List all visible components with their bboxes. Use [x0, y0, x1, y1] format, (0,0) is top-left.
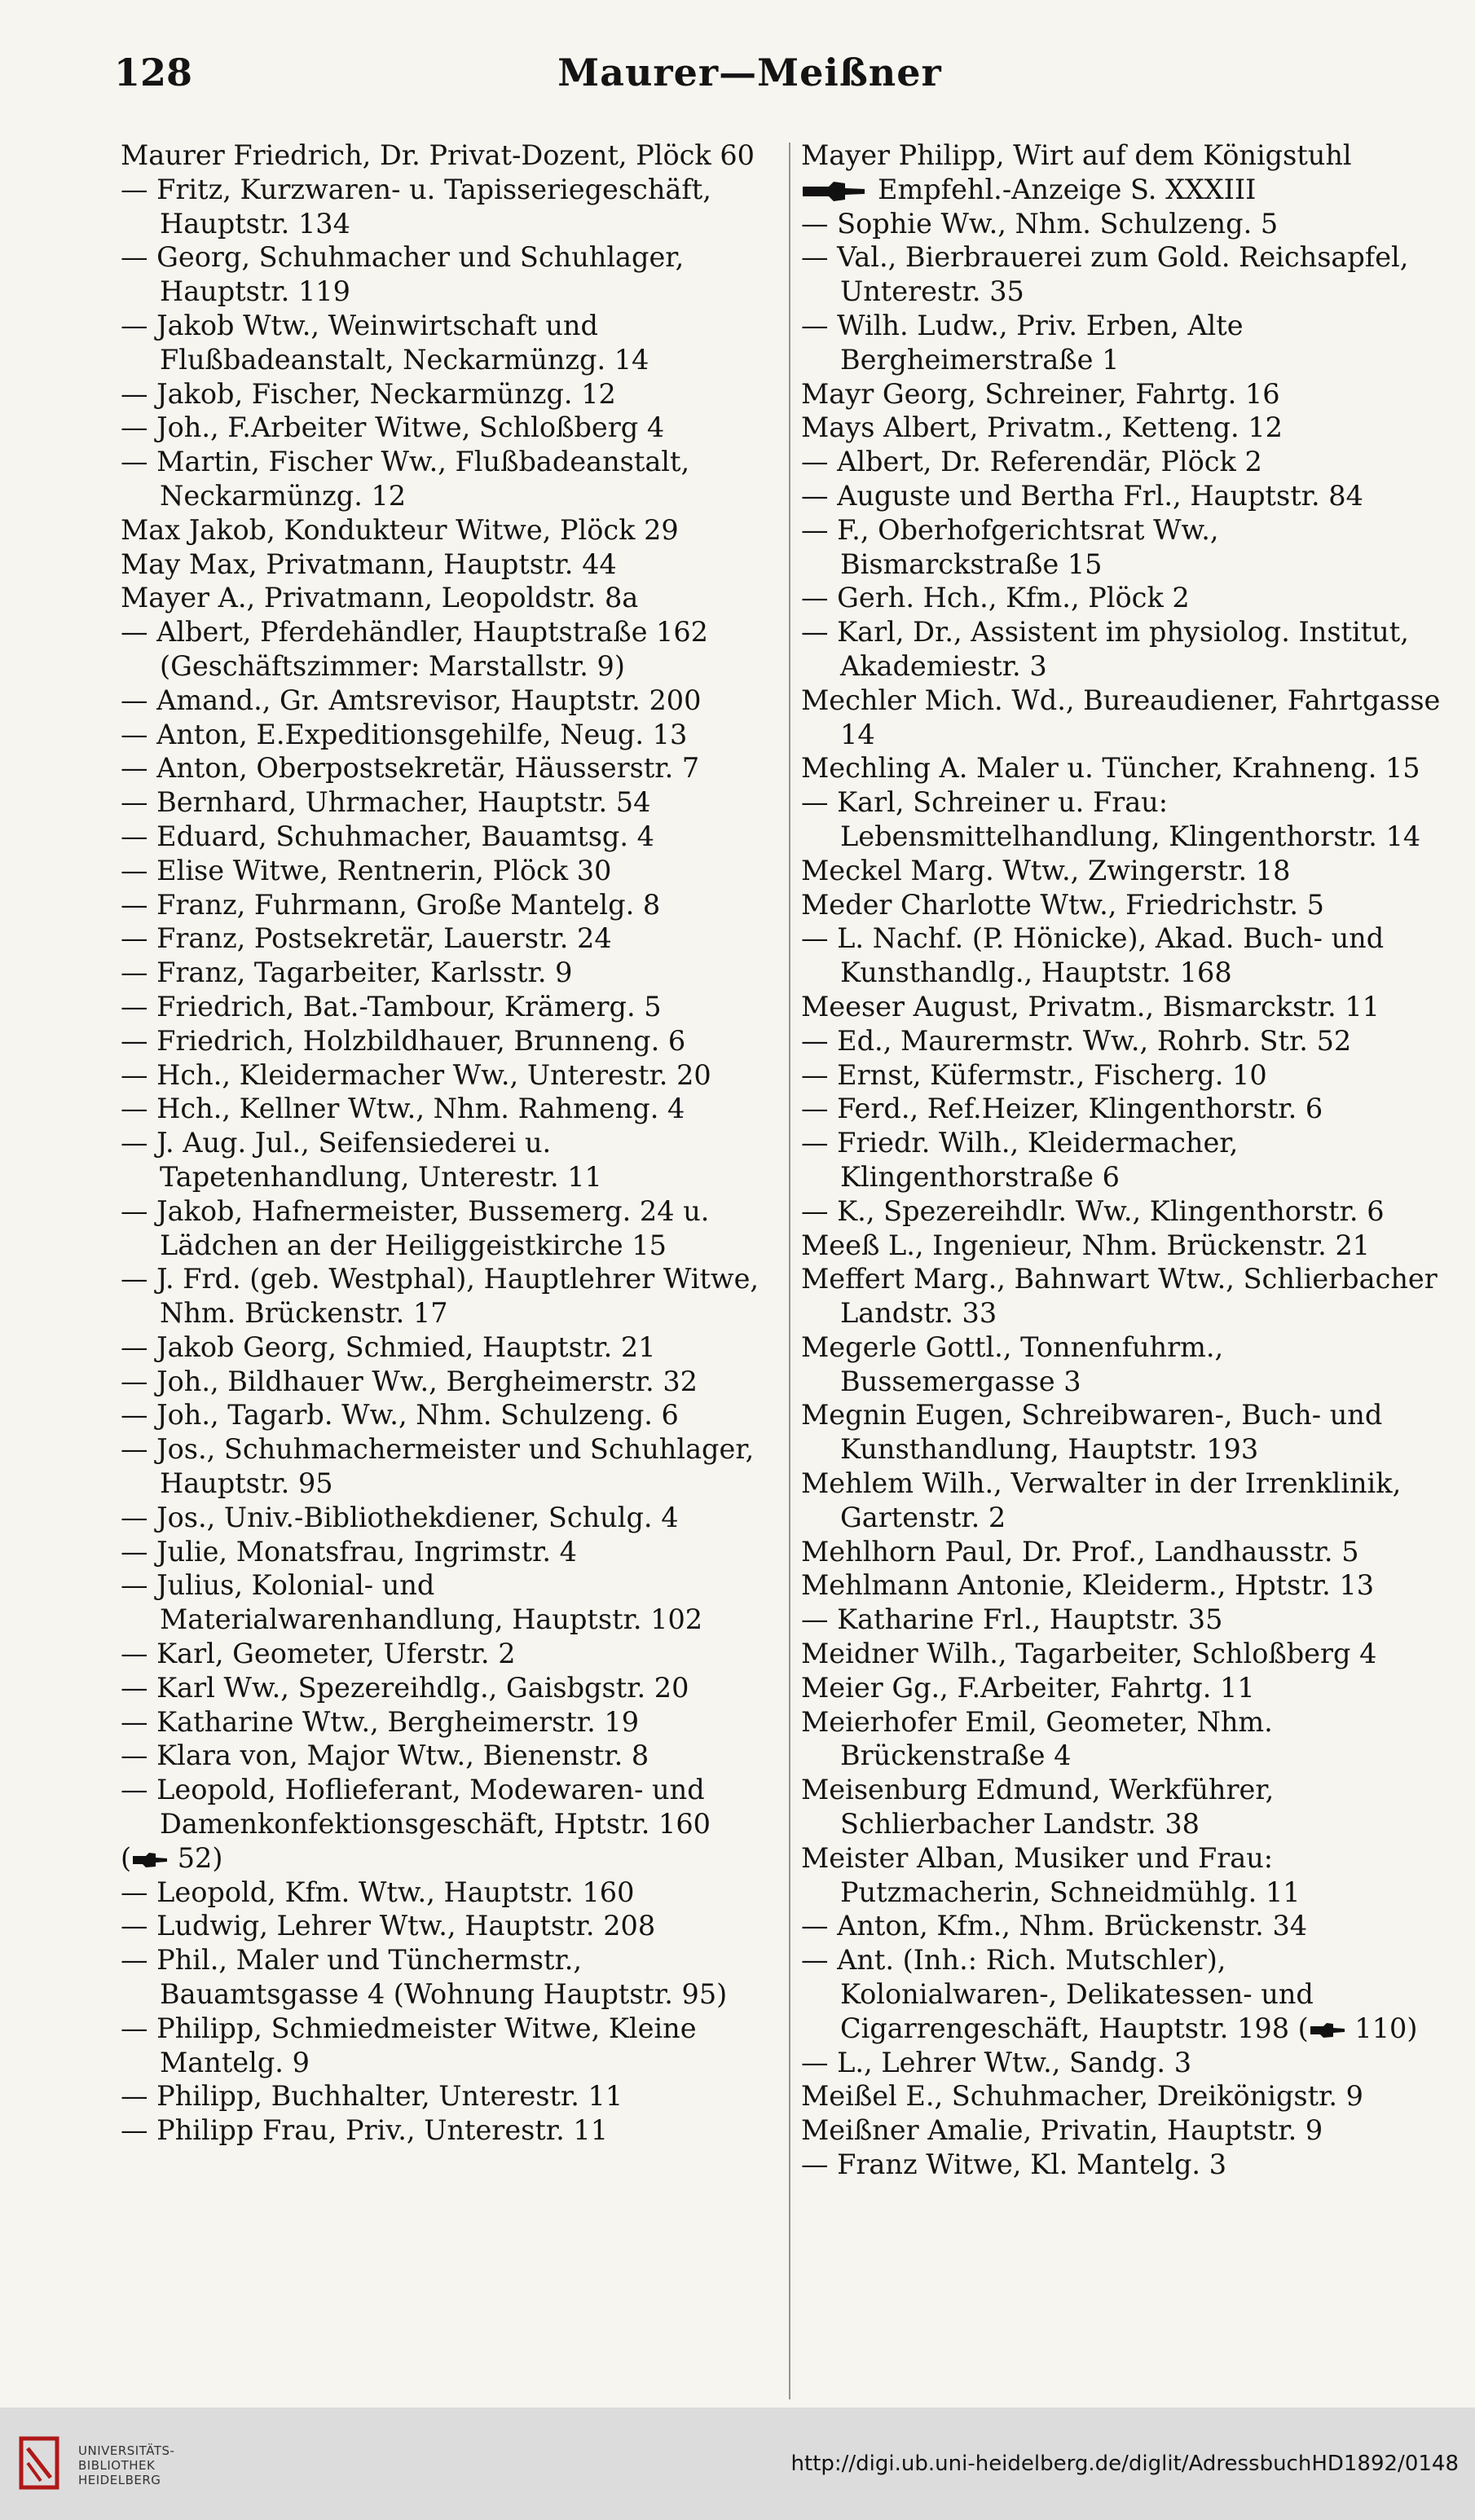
directory-entry: — Joh., Tagarb. Ww., Nhm. Schulzeng. 6: [121, 1399, 679, 1432]
directory-entry: — L., Lehrer Wtw., Sandg. 3: [801, 2046, 1192, 2078]
directory-entry-phone: [121, 1841, 764, 1876]
directory-entry: — Leopold, Kfm. Wtw., Hauptstr. 160: [121, 1876, 635, 1908]
directory-entry: — Martin, Fischer Ww., Flußbadeanstalt, Neckarmünzg. 12: [121, 446, 690, 512]
directory-entry: — Friedrich, Bat.-Tambour, Krämerg. 5: [121, 990, 662, 1023]
directory-entry: — Elise Witwe, Rentnerin, Plöck 30: [121, 854, 612, 886]
directory-entry: Mayr Georg, Schreiner, Fahrtg. 16: [801, 377, 1280, 410]
directory-entry: — Anton, E.Expeditionsgehilfe, Neug. 13: [121, 718, 688, 750]
directory-entry: — Ed., Maurermstr. Ww., Rohrb. Str. 52: [801, 1024, 1352, 1057]
directory-entry: — K., Spezereihdlr. Ww., Klingenthorstr. 6: [801, 1194, 1385, 1227]
directory-entry: — Hch., Kellner Wtw., Nhm. Rahmeng. 4: [121, 1093, 685, 1125]
directory-entry: Meeser August, Privatm., Bismarckstr. 11: [801, 990, 1380, 1023]
directory-entry-phone: [801, 1943, 1445, 2045]
left-column: [121, 139, 764, 2148]
footer-bar: [0, 2408, 1475, 2520]
phone-number: 110): [1345, 2012, 1418, 2044]
directory-entry: — Albert, Dr. Referendär, Plöck 2: [801, 446, 1262, 478]
right-column: [801, 139, 1445, 2182]
directory-entry: — Eduard, Schuhmacher, Bauamtsg. 4: [121, 820, 654, 852]
directory-entry: — Joh., Bildhauer Ww., Bergheimerstr. 32: [121, 1365, 698, 1397]
directory-entry: — Ernst, Küfermstr., Fischerg. 10: [801, 1058, 1267, 1091]
directory-entry: — Wilh. Ludw., Priv. Erben, Alte Bergheimerstraße 1: [801, 309, 1244, 376]
directory-entry: — Philipp Frau, Priv., Unterestr. 11: [121, 2114, 609, 2147]
directory-entry: Meder Charlotte Wtw., Friedrichstr. 5: [801, 888, 1324, 921]
directory-entry: — Anton, Oberpostsekretär, Häusserstr. 7: [121, 752, 700, 785]
directory-entry: Meidner Wilh., Tagarbeiter, Schloßberg 4: [801, 1638, 1377, 1670]
directory-entry: — Bernhard, Uhrmacher, Hauptstr. 54: [121, 786, 651, 819]
directory-entry: — Val., Bierbrauerei zum Gold. Reichsapfel, Unterestr. 35: [801, 241, 1409, 308]
directory-entry: Meißner Amalie, Privatin, Hauptstr. 9: [801, 2114, 1323, 2147]
directory-entry: — Leopold, Hoflieferant, Modewaren- und Damenkonfektionsgeschäft, Hptstr. 160: [121, 1774, 711, 1841]
directory-entry: — Karl Ww., Spezereihdlg., Gaisbgstr. 20: [121, 1671, 689, 1704]
directory-entry: — Philipp, Schmiedmeister Witwe, Kleine Mantelg. 9: [121, 2012, 697, 2078]
directory-entry: — Klara von, Major Wtw., Bienenstr. 8: [121, 1739, 649, 1772]
university-library-logo: [15, 2430, 64, 2496]
advertisement-text: Empfehl.-Anzeige S. XXXIII: [878, 173, 1257, 205]
directory-entry: — Georg, Schuhmacher und Schuhlager, Hauptstr. 119: [121, 241, 685, 308]
directory-entry: — Joh., F.Arbeiter Witwe, Schloßberg 4: [121, 411, 665, 444]
directory-entry: — Jos., Schuhmachermeister und Schuhlager, Hauptstr. 95: [121, 1433, 755, 1500]
directory-entry: Meeß L., Ingenieur, Nhm. Brückenstr. 21: [801, 1229, 1371, 1261]
directory-entry: Max Jakob, Kondukteur Witwe, Plöck 29: [121, 513, 679, 546]
pointing-hand-icon: [801, 180, 866, 203]
directory-entry: — Jakob Georg, Schmied, Hauptstr. 21: [121, 1330, 656, 1363]
running-head: Maurer—Meißner: [557, 51, 942, 95]
directory-entry: — Katharine Wtw., Bergheimerstr. 19: [121, 1705, 640, 1738]
directory-entry: Meier Gg., F.Arbeiter, Fahrtg. 11: [801, 1671, 1255, 1704]
directory-entry: — Julius, Kolonial- und Materialwarenhandlung, Hauptstr. 102: [121, 1569, 703, 1636]
directory-entry: — Friedrich, Holzbildhauer, Brunneng. 6: [121, 1024, 686, 1057]
source-url[interactable]: http://digi.ub.uni-heidelberg.de/diglit/AdressbuchHD1892/0148: [790, 2452, 1459, 2476]
directory-entry: — Phil., Maler und Tünchermstr., Bauamtsgasse 4 (Wohnung Hauptstr. 95): [121, 1944, 728, 2011]
library-name: UNIVERSITÄTS- BIBLIOTHEK HEIDELBERG: [78, 2443, 175, 2487]
directory-entry: Meckel Marg. Wtw., Zwingerstr. 18: [801, 854, 1291, 886]
directory-entry: Meierhofer Emil, Geometer, Nhm. Brückenstraße 4: [801, 1705, 1273, 1772]
directory-entry: — Katharine Frl., Hauptstr. 35: [801, 1603, 1223, 1636]
directory-entry: — Jakob Wtw., Weinwirtschaft und Flußbadeanstalt, Neckarmünzg. 14: [121, 309, 649, 376]
directory-entry: — Franz, Postsekretär, Lauerstr. 24: [121, 922, 612, 955]
directory-entry: — Hch., Kleidermacher Ww., Unterestr. 20: [121, 1058, 711, 1091]
directory-entry: Meisenburg Edmund, Werkführer, Schlierbacher Landstr. 38: [801, 1774, 1275, 1841]
page-header: [114, 51, 1385, 108]
directory-entry: Mechling A. Maler u. Tüncher, Krahneng. 15: [801, 752, 1420, 785]
advertisement-reference: [801, 173, 1445, 207]
directory-entry: Megnin Eugen, Schreibwaren-, Buch- und Kunsthandlung, Hauptstr. 193: [801, 1399, 1383, 1466]
directory-entry: — J. Aug. Jul., Seifensiederei u. Tapetenhandlung, Unterestr. 11: [121, 1127, 602, 1193]
phone-prefix: (: [121, 1841, 132, 1874]
directory-entry: May Max, Privatmann, Hauptstr. 44: [121, 548, 617, 580]
directory-entry: Meffert Marg., Bahnwart Wtw., Schlierbacher Landstr. 33: [801, 1263, 1438, 1330]
directory-entry: — Karl, Schreiner u. Frau: Lebensmittelhandlung, Klingenthorstr. 14: [801, 786, 1421, 852]
directory-entry: Meister Alban, Musiker und Frau: Putzmacherin, Schneidmühlg. 11: [801, 1841, 1301, 1908]
directory-entry: Mehlhorn Paul, Dr. Prof., Landhausstr. 5: [801, 1535, 1359, 1568]
directory-entry: — Julie, Monatsfrau, Ingrimstr. 4: [121, 1535, 577, 1568]
entry-text: — Ant. (Inh.: Rich. Mutschler), Kolonialwaren-, Delikatessen- und Cigarrengeschäft, Hauptstr. 198 (: [801, 1944, 1314, 2044]
page-number: 128: [114, 51, 193, 95]
directory-entry: — Friedr. Wilh., Kleidermacher, Klingenthorstraße 6: [801, 1127, 1239, 1193]
directory-entry: — Amand., Gr. Amtsrevisor, Hauptstr. 200: [121, 684, 702, 716]
directory-entry: — Fritz, Kurzwaren- u. Tapisseriegeschäft, Hauptstr. 134: [121, 173, 711, 240]
directory-entry: Mechler Mich. Wd., Bureaudiener, Fahrtgasse 14: [801, 684, 1441, 750]
directory-entry: — Jos., Univ.-Bibliothekdiener, Schulg. 4: [121, 1501, 679, 1533]
directory-entry: — Philipp, Buchhalter, Unterestr. 11: [121, 2080, 623, 2113]
directory-entry: Meißel E., Schuhmacher, Dreikönigstr. 9: [801, 2080, 1363, 2113]
directory-entry: — Franz, Fuhrmann, Große Mantelg. 8: [121, 888, 661, 921]
directory-entry: — Karl, Dr., Assistent im physiolog. Institut, Akademiestr. 3: [801, 616, 1409, 682]
directory-entry: Mays Albert, Privatm., Ketteng. 12: [801, 411, 1283, 444]
directory-entry: — J. Frd. (geb. Westphal), Hauptlehrer Witwe, Nhm. Brückenstr. 17: [121, 1263, 760, 1330]
directory-entry: — Auguste und Bertha Frl., Hauptstr. 84: [801, 479, 1363, 512]
directory-entry: — F., Oberhofgerichtsrat Ww., Bismarckstraße 15: [801, 513, 1219, 580]
column-divider: [789, 143, 790, 2399]
directory-entry: — Ferd., Ref.Heizer, Klingenthorstr. 6: [801, 1093, 1323, 1125]
directory-entry: — Ludwig, Lehrer Wtw., Hauptstr. 208: [121, 1910, 656, 1942]
directory-entry: — Jakob, Fischer, Neckarmünzg. 12: [121, 377, 616, 410]
directory-entry: — Jakob, Hafnermeister, Bussemerg. 24 u. Lädchen an der Heiliggeistkirche 15: [121, 1194, 710, 1261]
directory-entry: Mehlmann Antonie, Kleiderm., Hptstr. 13: [801, 1569, 1375, 1602]
directory-entry: Mayer A., Privatmann, Leopoldstr. 8a: [121, 582, 639, 614]
directory-entry: — Sophie Ww., Nhm. Schulzeng. 5: [801, 207, 1279, 240]
directory-entry: Mayer Philipp, Wirt auf dem Königstuhl: [801, 139, 1352, 171]
directory-entry: — Albert, Pferdehändler, Hauptstraße 162 (Geschäftszimmer: Marstallstr. 9): [121, 616, 708, 682]
phone-number: 52): [169, 1841, 223, 1874]
directory-entry: — Franz, Tagarbeiter, Karlsstr. 9: [121, 957, 573, 989]
directory-entry: Maurer Friedrich, Dr. Privat-Dozent, Plöck 60: [121, 139, 755, 171]
directory-entry: Megerle Gottl., Tonnenfuhrm., Bussemergasse 3: [801, 1330, 1224, 1397]
directory-entry: — Anton, Kfm., Nhm. Brückenstr. 34: [801, 1910, 1308, 1942]
pointing-hand-icon: [131, 1851, 169, 1869]
directory-entry: — L. Nachf. (P. Hönicke), Akad. Buch- und Kunsthandlg., Hauptstr. 168: [801, 922, 1385, 989]
directory-entry: — Franz Witwe, Kl. Mantelg. 3: [801, 2148, 1227, 2181]
directory-entry: Mehlem Wilh., Verwalter in der Irrenklinik, Gartenstr. 2: [801, 1467, 1402, 1533]
directory-entry: — Karl, Geometer, Uferstr. 2: [121, 1638, 516, 1670]
directory-entry: — Gerh. Hch., Kfm., Plöck 2: [801, 582, 1190, 614]
pointing-hand-icon: [1309, 2021, 1346, 2039]
